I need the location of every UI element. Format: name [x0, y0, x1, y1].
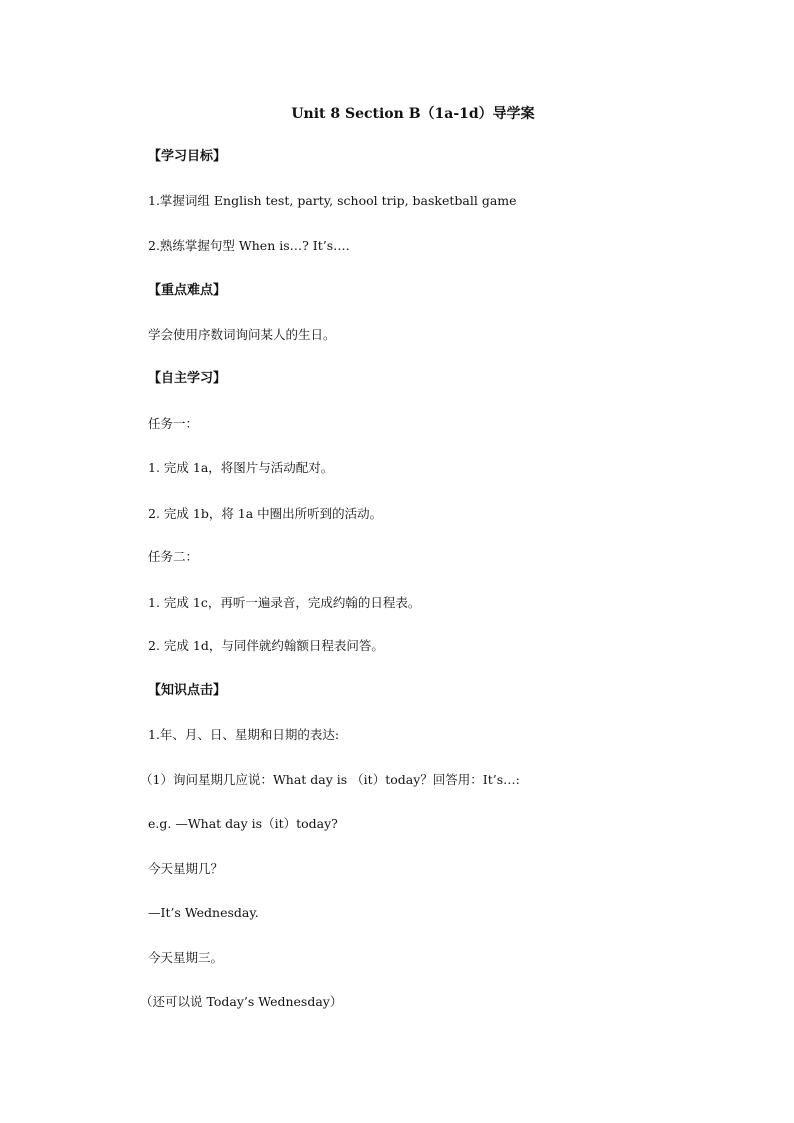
task-one-item-1: 1. 完成 1a，将图片与活动配对。 — [148, 460, 334, 475]
section-heading-learning-goals: 【学习目标】 — [148, 149, 227, 164]
goal-item-2: 2.熟练掌握句型 When is…? It’s…. — [148, 238, 350, 253]
example-answer: —It’s Wednesday. — [148, 905, 259, 920]
document-title: Unit 8 Section B（1a-1d）导学案 — [291, 106, 535, 122]
section-heading-knowledge-points: 【知识点击】 — [148, 683, 227, 698]
section-heading-self-study: 【自主学习】 — [148, 371, 227, 386]
goal-item-1: 1.掌握词组 English test, party, school trip, basketball game — [148, 193, 517, 208]
example-question: e.g. —What day is（it）today? — [148, 816, 338, 831]
example-question-translation: 今天星期几？ — [148, 861, 224, 876]
section-heading-key-difficulties: 【重点难点】 — [148, 283, 227, 298]
knowledge-point-1: 1.年、月、日、星期和日期的表达: — [148, 727, 340, 742]
task-two-item-2: 2. 完成 1d，与同伴就约翰额日程表问答。 — [148, 638, 384, 653]
knowledge-sub-point-1: （1）询问星期几应说：What day is （it）today？回答用：It’s…: — [140, 772, 520, 787]
task-one-item-2: 2. 完成 1b，将 1a 中圈出所听到的活动。 — [148, 506, 383, 521]
task-two-item-1: 1. 完成 1c，再听一遍录音，完成约翰的日程表。 — [148, 595, 421, 610]
difficulty-text: 学会使用序数词询问某人的生日。 — [148, 327, 336, 342]
example-answer-translation: 今天星期三。 — [148, 950, 224, 965]
alternative-expression-note: （还可以说 Today’s Wednesday） — [140, 994, 343, 1009]
task-one-label: 任务一： — [148, 416, 199, 431]
task-two-label: 任务二： — [148, 549, 199, 564]
